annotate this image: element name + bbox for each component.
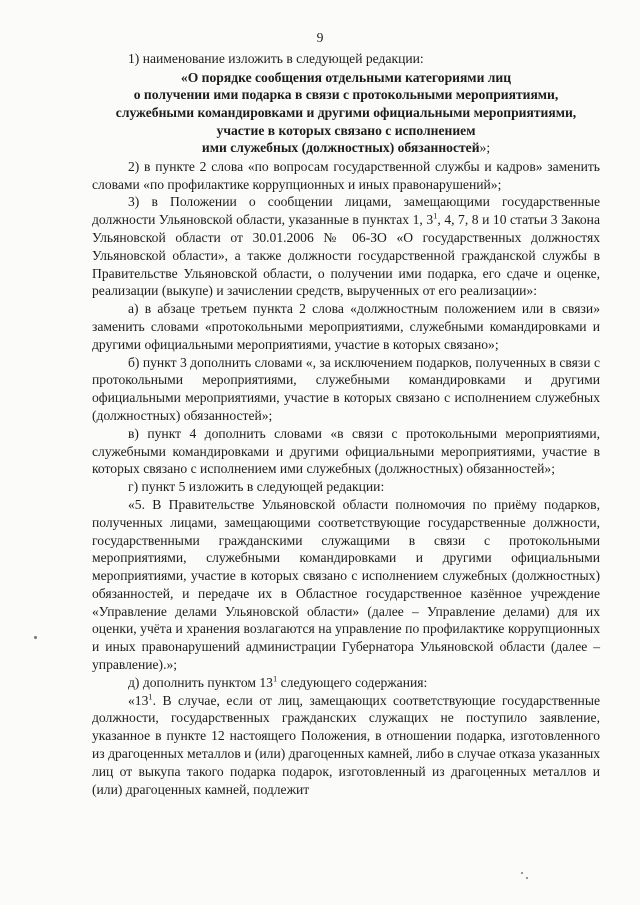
title-line-3: служебными командировками и другими официальными мероприятиями,	[115, 104, 577, 120]
scan-speck	[521, 872, 523, 874]
scan-speck	[526, 877, 528, 879]
paragraph-item-3g: г) пункт 5 изложить в следующей редакции:	[128, 479, 385, 495]
title-tail: »;	[479, 140, 491, 156]
document-body	[92, 50, 600, 798]
title-line-4: участие в которых связано с исполнением	[216, 122, 476, 138]
paragraph-item-3: 3) в Положении о сообщении лицами, замещающими государственные должности Ульяновской области, указанные в пунктах 1, $3^1$, 4, 7, 8 и 10 статьи 3 Закона Ульяновской области от 30.01.2006 № 06-ЗО «О государственных должностях Ульяновской области», а также должности государственной гражданской службы в Правительстве Ульяновской области, о получении ими подарка, его сдаче и оценке, реализации (выкупе) и зачислении средств, вырученных от его реализации»:	[92, 194, 600, 299]
paragraph-item-3b: б) пункт 3 дополнить словами «, за исключением подарков, полученных в связи с протокольными мероприятиями, служебными командировками и другими официальными мероприятиями, участие в которых связано с исполнением служебных (должностных) обязанностей»;	[92, 354, 600, 423]
page-number: 9	[316, 30, 324, 45]
scan-speck	[34, 636, 37, 639]
superscript-3: 1	[148, 691, 153, 702]
superscript-1: 1	[433, 210, 438, 221]
paragraph-clause-13-1: «$13^1$. В случае, если от лиц, замещающих соответствующие государственные должности, государственных гражданских служащих не поступило заявление, указанное в пункте 12 настоящего Положения, в отношении подарка, изготовленного из драгоценных металлов и (или) драгоценных камней, либо в случае отказа указанных лиц от выкупа такого подарка подарок, изготовленный из драгоценных металлов и (или) драгоценных камней, подлежит	[92, 691, 600, 797]
title-line-2: о получении ими подарка в связи с протокольными мероприятиями,	[133, 87, 559, 103]
paragraph-item-1: 1) наименование изложить в следующей редакции:	[128, 51, 424, 66]
title-line-1: «О порядке сообщения отдельными категориями лиц	[180, 69, 512, 85]
paragraph-item-3a: а) в абзаце третьем пункта 2 слова «должностным положением или в связи» заменить словами «протокольными мероприятиями, служебными командировками и другими официальными мероприятиями, участие в которых связано»;	[92, 301, 600, 352]
superscript-2: 1	[272, 673, 278, 684]
paragraph-item-3c: в) пункт 4 дополнить словами «в связи с протокольными мероприятиями, служебными командировками и другими официальными мероприятиями, участие в которых связано с исполнением ими служебных (должностных) обязанностей»;	[92, 425, 600, 477]
new-title-block	[92, 69, 600, 157]
paragraph-clause-5: «5. В Правительстве Ульяновской области полномочия по приёму подарков, полученных лицами, замещающими соответствующие государственные должности, государственными гражданскими служащими в связи с протокольными мероприятиями, служебными командировками и другими официальными мероприятиями, участие в которых связано с исполнением служебных (должностных) обязанностей, и передаче их в Областное государственное казённое учреждение «Управление делами Ульяновской области» (далее – Управление делами) для их оценки, учёта и хранения возлагаются на управление по профилактике коррупционных и иных правонарушений администрации Губернатора Ульяновской области (далее – управление).»;	[92, 496, 600, 673]
title-line-5: ими служебных (должностных) обязанностей»;	[201, 140, 491, 156]
paragraph-item-3d: д) дополнить пунктом $13^1$ следующего содержания:	[128, 673, 428, 690]
paragraph-item-2: 2) в пункте 2 слова «по вопросам государственной службы и кадров» заменить словами «по профилактике коррупционных и иных правонарушений»;	[92, 158, 600, 192]
